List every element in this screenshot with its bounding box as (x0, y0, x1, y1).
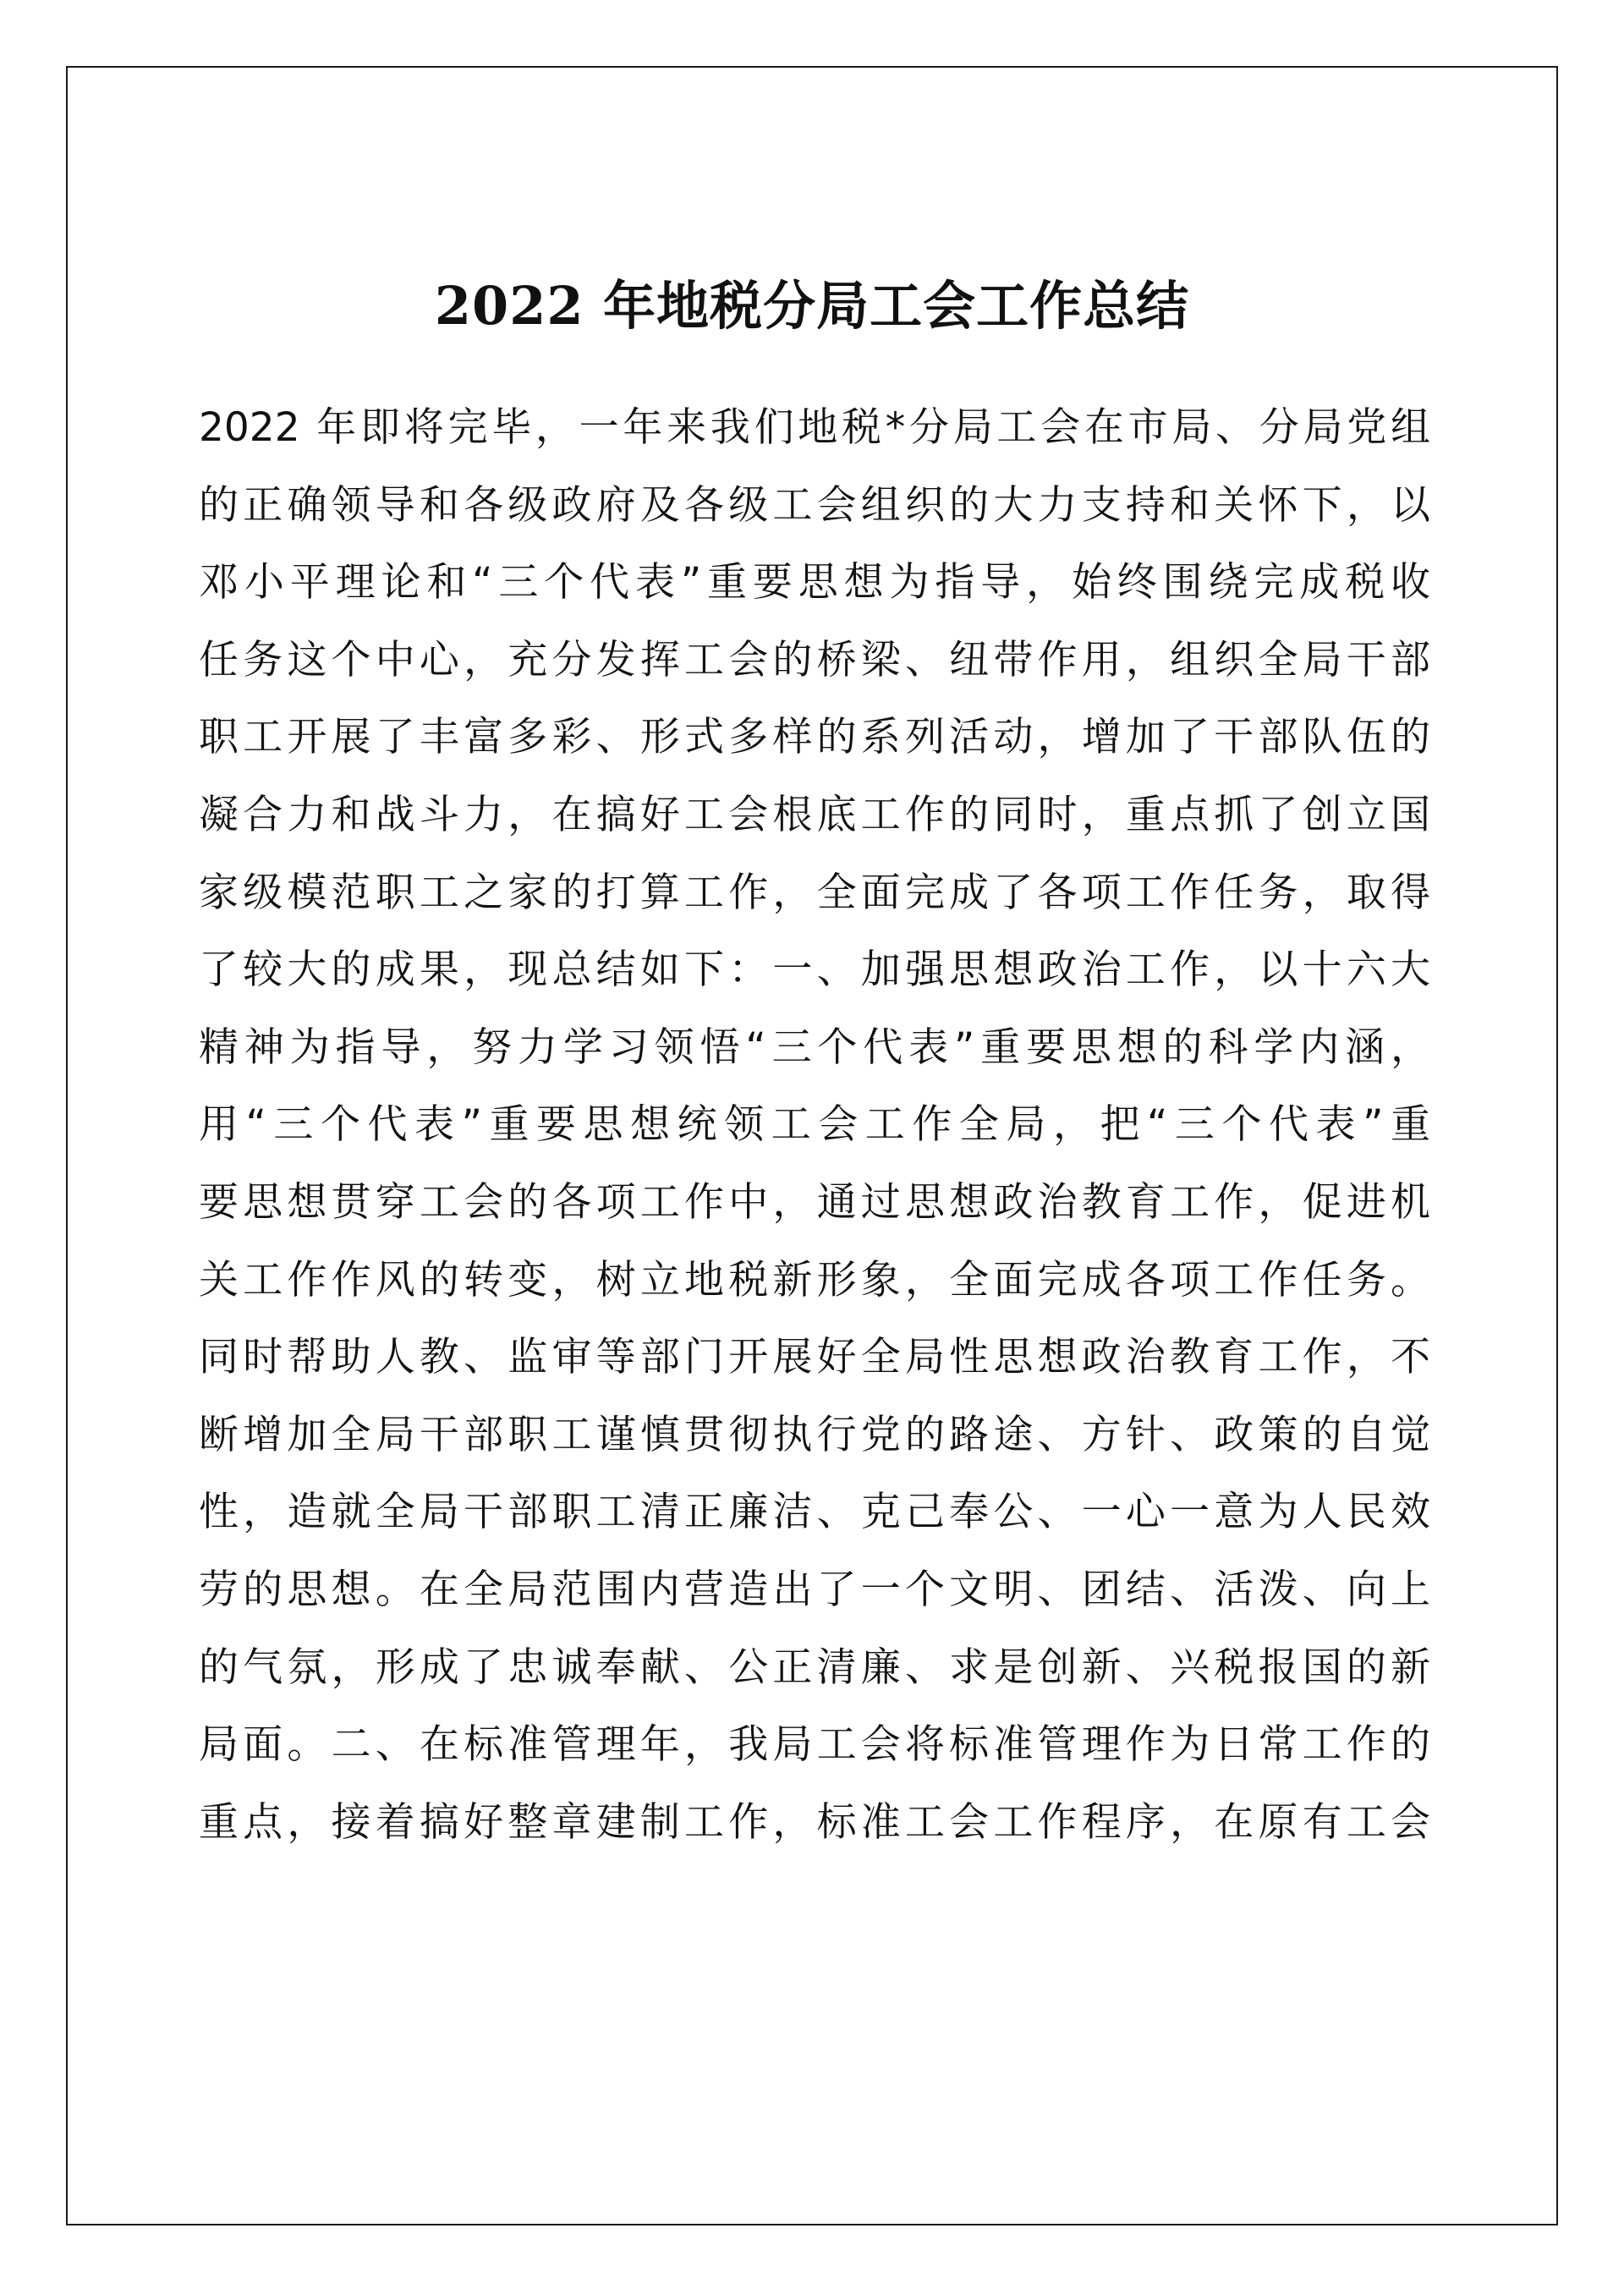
document-title: 2022 年地税分局工会工作总结 (434, 275, 1190, 337)
body-line: 要思想贯穿工会的各项工作中，通过思想政治教育工作，促进机 (199, 1178, 1430, 1226)
body-line: 凝合力和战斗力，在搞好工会根底工作的同时，重点抓了创立国 (199, 791, 1430, 838)
body-line: 关工作作风的转变，树立地税新形象，全面完成各项工作任务。 (199, 1256, 1430, 1303)
body-line: 精神为指导，努力学习领悟“三个代表”重要思想的科学内涵， (199, 1024, 1430, 1071)
body-line: 断增加全局干部职工谨慎贯彻执行党的路途、方针、政策的自觉 (199, 1411, 1430, 1458)
body-line: 家级模范职工之家的打算工作，全面完成了各项工作任务，取得 (199, 869, 1430, 916)
body-line: 同时帮助人教、监审等部门开展好全局性思想政治教育工作，不 (199, 1334, 1430, 1381)
body-line: 的气氛，形成了忠诚奉献、公正清廉、求是创新、兴税报国的新 (199, 1644, 1430, 1691)
body-line: 邓小平理论和“三个代表”重要思想为指导，始终围绕完成税收 (199, 559, 1430, 606)
page-border (66, 66, 1558, 2225)
body-line: 重点，接着搞好整章建制工作，标准工会工作程序，在原有工会 (199, 1798, 1430, 1846)
body-line: 2022 年即将完毕，一年来我们地税*分局工会在市局、分局党组 (199, 404, 1430, 451)
body-line: 局面。二、在标准管理年，我局工会将标准管理作为日常工作的 (199, 1721, 1430, 1769)
body-line: 任务这个中心，充分发挥工会的桥梁、纽带作用，组织全局干部 (199, 636, 1430, 683)
body-line: 性，造就全局干部职工清正廉洁、克己奉公、一心一意为人民效 (199, 1489, 1430, 1536)
body-line: 职工开展了丰富多彩、形式多样的系列活动，增加了干部队伍的 (199, 714, 1430, 761)
body-line: 了较大的成果，现总结如下：一、加强思想政治工作，以十六大 (199, 947, 1430, 994)
body-line: 劳的思想。在全局范围内营造出了一个文明、团结、活泼、向上 (199, 1566, 1430, 1613)
body-line: 的正确领导和各级政府及各级工会组织的大力支持和关怀下，以 (199, 481, 1430, 529)
body-line: 用“三个代表”重要思想统领工会工作全局，把“三个代表”重 (199, 1101, 1430, 1149)
document-body (199, 389, 1430, 1861)
